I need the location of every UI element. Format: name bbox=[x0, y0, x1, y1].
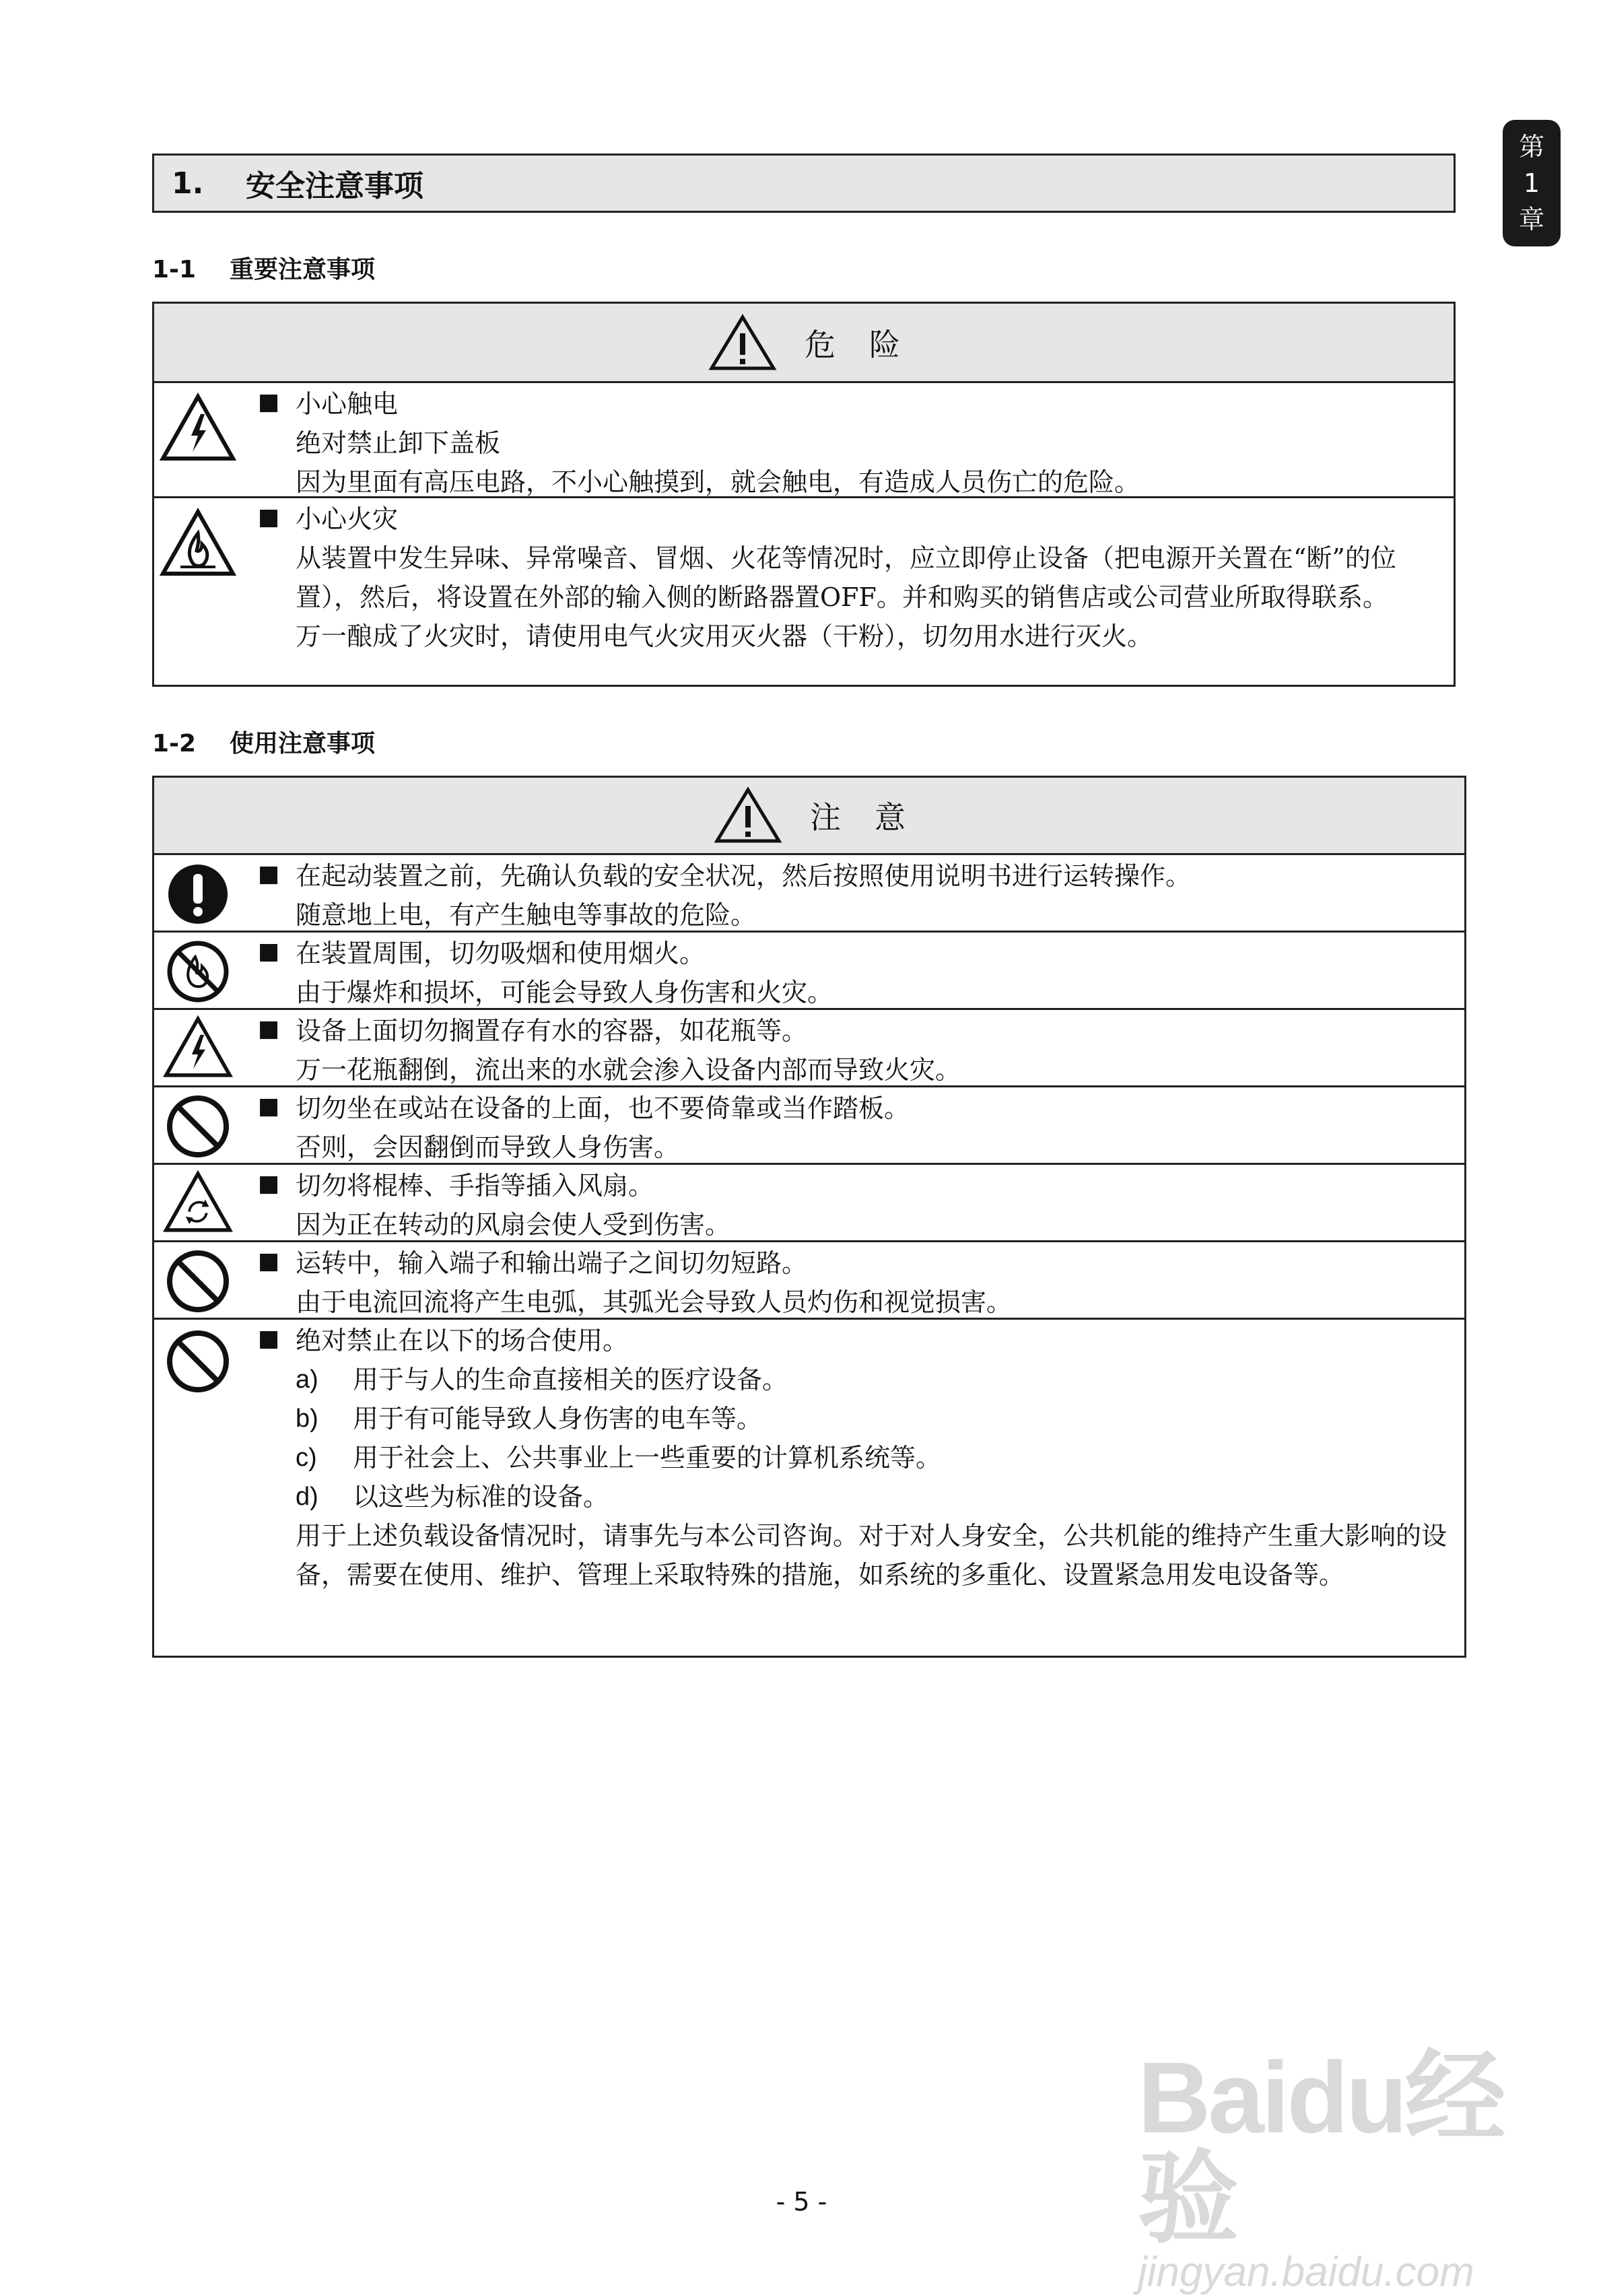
danger-title: 小心火灾 bbox=[296, 504, 399, 534]
bullet-icon: ■ bbox=[257, 1015, 280, 1042]
chapter-tab bbox=[1503, 120, 1561, 246]
list-item-text: 以这些为标准的设备。 bbox=[353, 1482, 609, 1512]
list-item-text: 用于有可能导致人身伤害的电车等。 bbox=[353, 1404, 763, 1433]
danger-title: 小心触电 bbox=[296, 389, 399, 419]
caution-title: 在装置周围，切勿吸烟和使用烟火。 bbox=[296, 939, 706, 968]
danger-line: 绝对禁止卸下盖板 bbox=[296, 428, 501, 458]
mandatory-exclamation-icon bbox=[166, 862, 230, 926]
caution-line: 由于电流回流将产生电弧，其弧光会导致人员灼伤和视觉损害。 bbox=[296, 1287, 1013, 1317]
caution-line: 因为正在转动的风扇会使人受到伤害。 bbox=[296, 1210, 731, 1240]
caution-row bbox=[154, 1087, 1464, 1165]
prohibited-icon bbox=[166, 1249, 230, 1314]
caution-title: 设备上面切勿搁置存有水的容器，如花瓶等。 bbox=[296, 1016, 808, 1046]
list-item-label: b) bbox=[296, 1405, 318, 1433]
caution-note: 用于上述负载设备情况时，请事先与本公司咨询。对于对人身安全，公共机能的维持产生重大影响的设备，需要在使用、维护、管理上采取特殊的措施，如系统的多重化、设置紧急用发电设备等。 bbox=[296, 1521, 1447, 1590]
subsection-number: 1-1 bbox=[152, 256, 197, 283]
caution-row bbox=[154, 1010, 1464, 1087]
list-item-label: a) bbox=[296, 1365, 318, 1394]
danger-line: 从装置中发生异味、异常噪音、冒烟、火花等情况时，应立即停止设备（把电源开关置在“断”的位置），然后，将设置在外部的输入侧的断路器置OFF。并和购买的销售店或公司营业所取得联系。 bbox=[296, 543, 1396, 612]
subsection-title: 重要注意事项 bbox=[230, 256, 376, 283]
page-number: - 5 - bbox=[776, 2187, 827, 2217]
list-item bbox=[296, 1477, 1456, 1516]
chapter-tab-line1: 第 bbox=[1518, 132, 1544, 162]
watermark-url: jingyan.baidu.com bbox=[1138, 2249, 1474, 2295]
warning-triangle-icon bbox=[713, 786, 783, 845]
electric-shock-icon bbox=[158, 391, 238, 465]
caution-line: 由于爆炸和损坏，可能会导致人身伤害和火灾。 bbox=[296, 978, 833, 1007]
subsection-heading-1-1 bbox=[152, 250, 375, 285]
section-title: 安全注意事项 bbox=[246, 169, 423, 203]
warning-triangle-icon bbox=[708, 313, 778, 372]
electric-shock-icon bbox=[160, 1014, 236, 1081]
subsection-number: 1-2 bbox=[152, 730, 197, 757]
section-number: 1. bbox=[172, 166, 204, 201]
bullet-icon: ■ bbox=[257, 860, 280, 887]
list-item bbox=[296, 1360, 1456, 1399]
prohibited-icon bbox=[166, 1094, 230, 1159]
danger-row bbox=[154, 498, 1454, 685]
watermark-brand: Baidu经验 bbox=[1138, 2041, 1503, 2255]
caution-title: 绝对禁止在以下的场合使用。 bbox=[296, 1326, 629, 1355]
danger-header-text: 危险 bbox=[805, 326, 934, 363]
list-item-label: d) bbox=[296, 1483, 318, 1511]
caution-header-text: 注意 bbox=[810, 799, 939, 836]
section-title-bar bbox=[152, 154, 1456, 213]
caution-title: 切勿坐在或站在设备的上面，也不要倚靠或当作踏板。 bbox=[296, 1093, 910, 1123]
chapter-tab-line2: 1 bbox=[1523, 168, 1540, 198]
no-fire-icon bbox=[166, 939, 230, 1004]
caution-row bbox=[154, 933, 1464, 1010]
subsection-heading-1-2 bbox=[152, 724, 375, 759]
caution-title: 在起动装置之前，先确认负载的安全状况，然后按照使用说明书进行运转操作。 bbox=[296, 861, 1192, 891]
danger-row bbox=[154, 383, 1454, 498]
danger-header bbox=[154, 304, 1454, 383]
rotating-fan-icon bbox=[160, 1169, 236, 1236]
bullet-icon: ■ bbox=[257, 1170, 280, 1197]
bullet-icon: ■ bbox=[257, 1093, 280, 1120]
watermark bbox=[1138, 2041, 1515, 2295]
prohibited-icon bbox=[166, 1329, 230, 1394]
caution-line: 随意地上电，有产生触电等事故的危险。 bbox=[296, 900, 757, 930]
bullet-icon: ■ bbox=[257, 504, 280, 531]
bullet-icon: ■ bbox=[257, 389, 280, 415]
caution-line: 万一花瓶翻倒，流出来的水就会渗入设备内部而导致火灾。 bbox=[296, 1055, 961, 1085]
subsection-title: 使用注意事项 bbox=[230, 730, 376, 757]
list-item bbox=[296, 1438, 1456, 1477]
caution-row bbox=[154, 1242, 1464, 1320]
bullet-icon: ■ bbox=[257, 1248, 280, 1275]
list-item bbox=[296, 1399, 1456, 1438]
chapter-tab-line3: 章 bbox=[1518, 205, 1544, 234]
bullet-icon: ■ bbox=[257, 938, 280, 965]
list-item-text: 用于与人的生命直接相关的医疗设备。 bbox=[353, 1365, 788, 1394]
danger-line: 因为里面有高压电路，不小心触摸到，就会触电，有造成人员伤亡的危险。 bbox=[296, 467, 1140, 497]
danger-line: 万一酿成了火灾时，请使用电气火灾用灭火器（干粉），切勿用水进行灭火。 bbox=[296, 621, 1153, 651]
caution-row bbox=[154, 1165, 1464, 1242]
caution-header bbox=[154, 778, 1464, 855]
caution-title: 运转中，输入端子和输出端子之间切勿短路。 bbox=[296, 1248, 808, 1278]
caution-title: 切勿将棍棒、手指等插入风扇。 bbox=[296, 1171, 654, 1201]
caution-line: 否则，会因翻倒而导致人身伤害。 bbox=[296, 1133, 680, 1162]
danger-box bbox=[152, 302, 1456, 687]
list-item-text: 用于社会上、公共事业上一些重要的计算机系统等。 bbox=[353, 1443, 942, 1473]
fire-icon bbox=[158, 506, 238, 580]
bullet-icon: ■ bbox=[257, 1325, 280, 1352]
caution-box bbox=[152, 776, 1466, 1658]
caution-row bbox=[154, 855, 1464, 933]
list-item-label: c) bbox=[296, 1444, 317, 1472]
caution-row bbox=[154, 1320, 1464, 1656]
